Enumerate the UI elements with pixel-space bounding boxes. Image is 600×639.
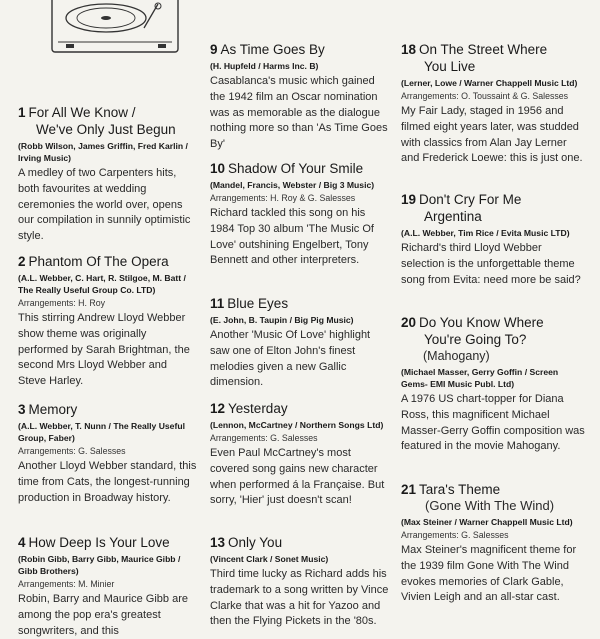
- track-credits: (Michael Masser, Gerry Goffin / Screen Gems- EMI Music Publ. Ltd): [401, 367, 559, 389]
- track-19: [401, 191, 586, 288]
- track-credits: (Vincent Clark / Sonet Music): [210, 554, 329, 564]
- track-credits: (E. John, B. Taupin / Big Pig Music): [210, 315, 354, 325]
- track-arrangements: Arrangements: G. Salesses: [401, 530, 509, 540]
- track-9: [210, 41, 390, 153]
- track-title: [401, 314, 586, 331]
- track-title-line2: We've Only Just Begun: [36, 122, 176, 137]
- track-title: [18, 401, 198, 418]
- track-11: [210, 295, 390, 391]
- track-title-line1: Don't Cry For Me: [419, 192, 522, 207]
- track-title: [18, 253, 198, 270]
- track-arrangements: Arrangements: G. Salesses: [18, 446, 126, 456]
- track-title-line1: Only You: [228, 535, 283, 550]
- track-title-line1: As Time Goes By: [220, 42, 325, 57]
- track-arrangements: Arrangements: H. Roy: [18, 298, 106, 308]
- track-4: [18, 534, 198, 639]
- track-number: 19: [401, 192, 417, 207]
- track-number: 9: [210, 42, 218, 57]
- track-description: Max Steiner's magnificent theme for the 1939 film Gone With The Wind evokes memories of Clark Gable, Vivien Leigh and an all-star cast.: [401, 544, 577, 604]
- track-description: Casablanca's music which gained the 1942 film an Oscar nomination was as memorable as the dialogue nothing more so than 'As Time Goes By': [210, 75, 388, 151]
- track-number: 3: [18, 402, 26, 417]
- track-title-line1: Yesterday: [228, 401, 288, 416]
- track-credits: (Robb Wilson, James Griffin, Fred Karlin / Irving Music): [18, 141, 188, 163]
- track-description: Another 'Music Of Love' highlight saw one of Elton John's finest melodies given a new Gallic dimension.: [210, 329, 371, 389]
- track-12: [210, 400, 390, 509]
- track-title-line2: You Live: [424, 59, 476, 74]
- track-description: Richard's third Lloyd Webber selection is the unforgettable theme song from Evita: need more be said?: [401, 242, 581, 286]
- track-number: 13: [210, 535, 226, 550]
- track-title-line2: Argentina: [424, 209, 482, 224]
- track-title-line1: Do You Know Where: [419, 315, 544, 330]
- track-description: This stirring Andrew Lloyd Webber show theme was originally performed by Sarah Brightman, the second Mrs Lloyd Webber and Steve Harley.: [18, 312, 190, 388]
- track-number: 2: [18, 254, 26, 269]
- track-arrangements: Arrangements: M. Minier: [18, 579, 115, 589]
- track-title: [210, 160, 390, 177]
- track-number: 20: [401, 315, 417, 330]
- track-credits: (A.L. Webber, C. Hart, R. Stilgoe, M. Batt / The Really Useful Group Co. LTD): [18, 273, 186, 295]
- track-description: Even Paul McCartney's most covered song gains new character when performed á la Française. But sorry, 'Hier' just doesn't scan!: [210, 447, 385, 507]
- track-credits: (Max Steiner / Warner Chappell Music Ltd): [401, 517, 573, 527]
- track-number: 11: [210, 296, 225, 311]
- track-number: 1: [18, 105, 26, 120]
- track-title-line1: Phantom Of The Opera: [28, 254, 169, 269]
- track-arrangements: Arrangements: G. Salesses: [210, 433, 318, 443]
- track-number: 12: [210, 401, 226, 416]
- track-13: [210, 534, 390, 630]
- track-3: [18, 401, 198, 506]
- turntable-icon: [48, 0, 182, 58]
- track-title-line1: For All We Know /: [28, 105, 136, 120]
- track-title: [210, 400, 390, 417]
- track-description: Richard tackled this song on his 1984 Top 30 album 'The Music Of Love' outshining Engelbert, Tony Bennett and other interpreters.: [210, 207, 374, 267]
- track-number: 10: [210, 161, 226, 176]
- track-credits: (H. Hupfeld / Harms Inc. B): [210, 61, 319, 71]
- track-20: [401, 314, 586, 455]
- track-title: [18, 534, 198, 551]
- track-title: [401, 41, 586, 58]
- track-description: Another Lloyd Webber standard, this time from Cats, the longest-running production in Broadway history.: [18, 460, 197, 504]
- track-title: [18, 104, 198, 121]
- track-credits: (Lerner, Lowe / Warner Chappell Music Ltd): [401, 78, 578, 88]
- track-title: [401, 481, 586, 498]
- track-credits: (Lennon, McCartney / Northern Songs Ltd): [210, 420, 384, 430]
- track-number: 4: [18, 535, 26, 550]
- track-2: [18, 253, 198, 390]
- track-arrangements: Arrangements: H. Roy & G. Salesses: [210, 193, 356, 203]
- track-21: [401, 481, 586, 606]
- track-title-line1: On The Street Where: [419, 42, 548, 57]
- track-credits: (A.L. Webber, Tim Rice / Evita Music LTD): [401, 228, 570, 238]
- track-description: A 1976 US chart-topper for Diana Ross, this magnificent Michael Masser-Gerry Goffin composition was featured in the movie Mahogany.: [401, 393, 585, 453]
- track-10: [210, 160, 390, 269]
- track-description: Robin, Barry and Maurice Gibb are among the pop era's greatest songwriters, and this: [18, 593, 188, 637]
- track-credits: (A.L. Webber, T. Nunn / The Really Useful Group, Faber): [18, 421, 185, 443]
- track-credits: (Mandel, Francis, Webster / Big 3 Music): [210, 180, 375, 190]
- track-title: [210, 41, 390, 58]
- track-title: [210, 534, 390, 551]
- track-title-line1: Memory: [28, 402, 78, 417]
- track-title-line1: Blue Eyes: [227, 296, 289, 311]
- track-title: [210, 295, 390, 312]
- track-arrangements: Arrangements: O. Toussaint & G. Salesses: [401, 91, 569, 101]
- track-description: Third time lucky as Richard adds his trademark to a song written by Vince Clarke that was a hit for Yazoo and then the Flying Pickets in the '80s.: [210, 568, 389, 628]
- track-title-line2: You're Going To?: [424, 332, 527, 347]
- track-number: 21: [401, 482, 417, 497]
- track-number: 18: [401, 42, 417, 57]
- track-title-line1: Tara's Theme: [419, 482, 501, 497]
- track-subtitle: (Mahogany): [423, 349, 490, 363]
- track-18: [401, 41, 586, 167]
- track-subtitle: (Gone With The Wind): [425, 498, 555, 513]
- track-title-line1: How Deep Is Your Love: [28, 535, 170, 550]
- track-description: My Fair Lady, staged in 1956 and filmed eight years later, was studded with classics from Alan Jay Lerner and Frederick Loewe: this is just one.: [401, 105, 583, 165]
- track-credits: (Robin Gibb, Barry Gibb, Maurice Gibb / Gibb Brothers): [18, 554, 181, 576]
- track-title-line1: Shadow Of Your Smile: [228, 161, 364, 176]
- track-description: A medley of two Carpenters hits, both favourites at wedding ceremonies the world over, opens our compilation in sunnily optimistic style.: [18, 167, 191, 243]
- track-title: [401, 191, 586, 208]
- track-1: [18, 104, 198, 245]
